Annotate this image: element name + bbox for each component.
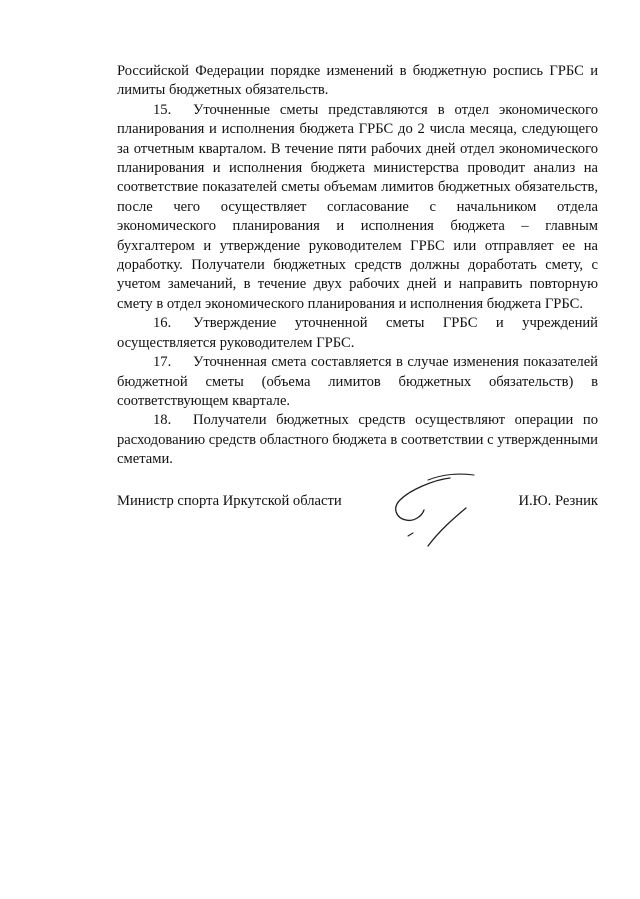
signer-name: И.Ю. Резник (518, 493, 598, 509)
item-number: 17. (153, 354, 172, 371)
handwritten-signature (388, 466, 488, 556)
list-item-18 (117, 411, 598, 469)
item-text: Уточненная смета составляется в случае изменения показателей бюджетной сметы (объема лимитов бюджетных обязательств) в соответствующем квартале. (117, 354, 598, 409)
item-number: 15. (153, 101, 172, 118)
item-text: Утверждение уточненной сметы ГРБС и учреждений осуществляется руководителем ГРБС. (117, 315, 598, 351)
item-text: Получатели бюджетных средств осуществляют операции по расходованию средств областного бюджета в соответствии с утвержденными сметами. (117, 412, 598, 468)
list-item-16 (117, 314, 598, 353)
item-text: Уточненные сметы представляются в отдел экономического планирования и исполнения бюджета ГРБС до 2 числа месяца, следующего за отчетным кварталом. В течение пяти рабочих дней отдел экономического планирования и исполнения бюджета министерства проводит анализ на соответствие показателей сметы объемам лимитов бюджетных обязательств, после чего осуществляет согласование с начальником отдела экономического планирования и исполнения бюджета – главным бухгалтером и утверждение руководителем ГРБС или отправляет ее на доработку. Получатели бюджетных средств должны доработать смету, с учетом замечаний, в течение двух рабочих дней и направить повторную смету в отдел экономического планирования и исполнения бюджета ГРБС. (117, 101, 598, 312)
list-item-17 (117, 353, 598, 411)
item-number: 16. (153, 315, 172, 332)
lead-paragraph: Российской Федерации порядке изменений в бюджетную роспись ГРБС и лимиты бюджетных обязательств. (117, 63, 598, 99)
document-body (117, 62, 598, 470)
list-item-15 (117, 101, 598, 314)
item-number: 18. (153, 412, 172, 429)
signer-title: Министр спорта Иркутской области (117, 493, 342, 509)
